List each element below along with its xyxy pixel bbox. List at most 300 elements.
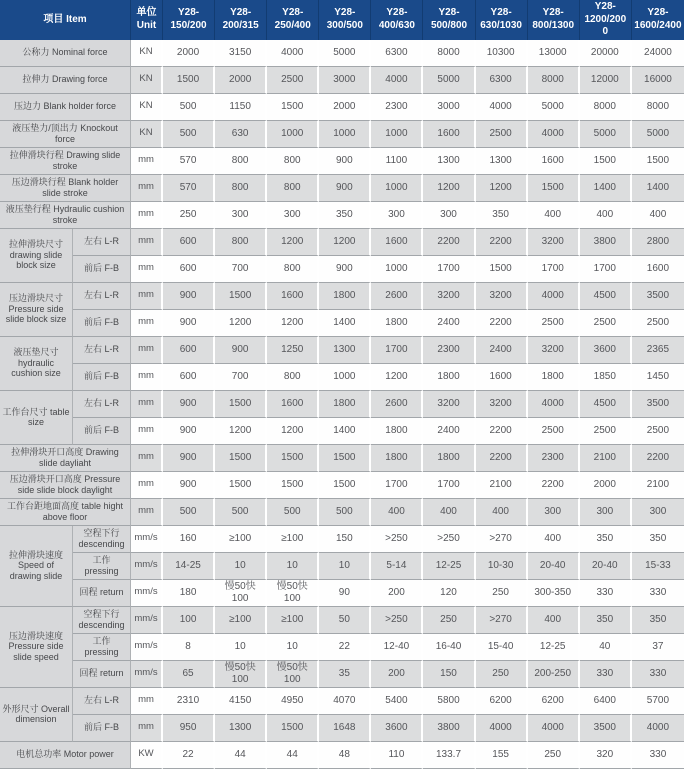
value-cell: 1800 — [528, 364, 580, 391]
value-cell: 1400 — [580, 175, 632, 202]
value-cell: ≥100 — [267, 607, 319, 634]
model-size: 150/200 — [170, 19, 207, 31]
value-cell: 15-33 — [632, 553, 684, 580]
unit-cell: mm — [131, 256, 163, 283]
value-cell: 600 — [163, 229, 215, 256]
value-cell: 1000 — [319, 121, 371, 148]
sub-label-cell: 左右 L-R — [73, 688, 131, 715]
table-row — [0, 715, 684, 742]
value-cell: 1500 — [476, 256, 528, 283]
value-cell: 3000 — [423, 94, 475, 121]
value-cell: 3800 — [423, 715, 475, 742]
model-header-cell — [267, 0, 319, 40]
model-header-cell — [476, 0, 528, 40]
value-cell: 1800 — [423, 445, 475, 472]
table-row — [0, 310, 684, 337]
value-cell: 4000 — [267, 40, 319, 67]
value-cell: 600 — [163, 364, 215, 391]
value-cell: 2500 — [528, 418, 580, 445]
row-label-cell: 拉伸力 Drawing force — [0, 67, 131, 94]
value-cell: 200 — [371, 580, 423, 607]
value-cell: 3500 — [632, 283, 684, 310]
value-cell: 10 — [215, 553, 267, 580]
value-cell: 1000 — [267, 121, 319, 148]
value-cell: 3200 — [423, 283, 475, 310]
value-cell: 3500 — [632, 391, 684, 418]
value-cell: 2600 — [371, 391, 423, 418]
value-cell: 800 — [267, 364, 319, 391]
sub-label-cell: 左右 L-R — [73, 337, 131, 364]
value-cell: 2200 — [632, 445, 684, 472]
value-cell: 1700 — [528, 256, 580, 283]
value-cell: 700 — [215, 256, 267, 283]
value-cell: 900 — [163, 283, 215, 310]
value-cell: 10300 — [476, 40, 528, 67]
value-cell: 1500 — [319, 445, 371, 472]
model-size: 800/1300 — [532, 19, 575, 31]
sub-label-cell: 左右 L-R — [73, 391, 131, 418]
value-cell: 350 — [580, 607, 632, 634]
model-header-cell — [632, 0, 684, 40]
unit-cell: mm/s — [131, 607, 163, 634]
value-cell: 1600 — [528, 148, 580, 175]
value-cell: 200 — [371, 661, 423, 688]
value-cell: 400 — [632, 202, 684, 229]
table-header — [0, 0, 684, 40]
value-cell: 6300 — [371, 40, 423, 67]
unit-cell: mm — [131, 337, 163, 364]
row-label-cell: 压边滑块行程 Blank holder slide stroke — [0, 175, 131, 202]
unit-cell: mm — [131, 148, 163, 175]
value-cell: 2400 — [476, 337, 528, 364]
value-cell: 4000 — [528, 715, 580, 742]
value-cell: 慢50快100 — [215, 580, 267, 607]
row-label-cell: 液压垫力/顶出力 Knockout force — [0, 121, 131, 148]
value-cell: 350 — [476, 202, 528, 229]
table-row — [0, 634, 684, 661]
group-label-cell: 拉伸滑块尺寸 drawing slide block size — [0, 229, 73, 283]
table-row — [0, 661, 684, 688]
value-cell: 1000 — [371, 256, 423, 283]
model-size: 300/500 — [326, 19, 363, 31]
value-cell: 1200 — [267, 229, 319, 256]
model-series: Y28- — [334, 7, 356, 19]
value-cell: 700 — [215, 364, 267, 391]
value-cell: >250 — [423, 526, 475, 553]
value-cell: 5-14 — [371, 553, 423, 580]
value-cell: 400 — [371, 499, 423, 526]
value-cell: 13000 — [528, 40, 580, 67]
value-cell: ≥100 — [215, 526, 267, 553]
value-cell: 5400 — [371, 688, 423, 715]
unit-cell: KN — [131, 40, 163, 67]
value-cell: 3200 — [528, 229, 580, 256]
model-header-cell — [319, 0, 371, 40]
value-cell: 2200 — [476, 310, 528, 337]
model-size: 500/800 — [430, 19, 468, 31]
value-cell: 1500 — [580, 148, 632, 175]
value-cell: 1200 — [476, 175, 528, 202]
value-cell: 1000 — [319, 364, 371, 391]
group-label-cell: 液压垫尺寸 hydraulic cushion size — [0, 337, 73, 391]
value-cell: 250 — [476, 580, 528, 607]
value-cell: 2200 — [476, 418, 528, 445]
model-size: 250/400 — [274, 19, 311, 31]
sub-label-cell: 前后 F-B — [73, 364, 131, 391]
value-cell: 3500 — [580, 715, 632, 742]
value-cell: 3150 — [215, 40, 267, 67]
value-cell: 1200 — [371, 364, 423, 391]
sub-label-cell: 回程 return — [73, 661, 131, 688]
value-cell: 1648 — [319, 715, 371, 742]
value-cell: 400 — [423, 499, 475, 526]
value-cell: 1300 — [476, 148, 528, 175]
value-cell: 1300 — [423, 148, 475, 175]
value-cell: 1700 — [371, 337, 423, 364]
value-cell: 1000 — [371, 175, 423, 202]
value-cell: 1500 — [267, 715, 319, 742]
value-cell: 300 — [632, 499, 684, 526]
table-row — [0, 580, 684, 607]
unit-cell: mm — [131, 202, 163, 229]
value-cell: 2200 — [528, 472, 580, 499]
value-cell: 2000 — [580, 472, 632, 499]
value-cell: 100 — [163, 607, 215, 634]
row-label-cell: 压边滑块开口高度 Pressure side slide block daylight — [0, 472, 131, 499]
table-row — [0, 499, 684, 526]
model-series: Y28- — [542, 7, 564, 19]
group-label-cell: 压边滑块尺寸 Pressure side slide block size — [0, 283, 73, 337]
value-cell: 8000 — [632, 94, 684, 121]
value-cell: 1800 — [371, 418, 423, 445]
value-cell: 3600 — [580, 337, 632, 364]
value-cell: 350 — [319, 202, 371, 229]
value-cell: 2500 — [267, 67, 319, 94]
value-cell: 1200 — [267, 310, 319, 337]
model-header-cell — [163, 0, 215, 40]
sub-label-cell: 左右 L-R — [73, 229, 131, 256]
table-body — [0, 40, 684, 769]
value-cell: 1500 — [632, 148, 684, 175]
value-cell: 1850 — [580, 364, 632, 391]
value-cell: 1700 — [423, 256, 475, 283]
value-cell: 5000 — [632, 121, 684, 148]
value-cell: 800 — [215, 229, 267, 256]
unit-cell: KN — [131, 94, 163, 121]
table-row — [0, 553, 684, 580]
value-cell: 1800 — [319, 391, 371, 418]
value-cell: 10 — [319, 553, 371, 580]
value-cell: 3800 — [580, 229, 632, 256]
value-cell: 15-40 — [476, 634, 528, 661]
value-cell: 2400 — [423, 310, 475, 337]
model-header-cell — [371, 0, 423, 40]
value-cell: 35 — [319, 661, 371, 688]
value-cell: 44 — [267, 742, 319, 769]
row-label-cell: 液压垫行程 Hydraulic cushion stroke — [0, 202, 131, 229]
model-header-cell — [215, 0, 267, 40]
value-cell: 10 — [215, 634, 267, 661]
value-cell: 14-25 — [163, 553, 215, 580]
value-cell: 300 — [423, 202, 475, 229]
value-cell: 2800 — [632, 229, 684, 256]
unit-cell: mm — [131, 283, 163, 310]
value-cell: 37 — [632, 634, 684, 661]
value-cell: 8 — [163, 634, 215, 661]
value-cell: 1500 — [528, 175, 580, 202]
value-cell: 500 — [163, 499, 215, 526]
sub-label-cell: 工作 pressing — [73, 553, 131, 580]
value-cell: 22 — [319, 634, 371, 661]
unit-cell: mm — [131, 445, 163, 472]
unit-cell: mm — [131, 310, 163, 337]
unit-cell: mm — [131, 364, 163, 391]
value-cell: 500 — [319, 499, 371, 526]
model-size: 1200/2000 — [584, 13, 627, 37]
value-cell: 110 — [371, 742, 423, 769]
value-cell: 1700 — [423, 472, 475, 499]
value-cell: 330 — [580, 580, 632, 607]
value-cell: 40 — [580, 634, 632, 661]
value-cell: 500 — [163, 121, 215, 148]
value-cell: 300 — [267, 202, 319, 229]
value-cell: 150 — [319, 526, 371, 553]
table-row — [0, 175, 684, 202]
unit-cell: mm/s — [131, 580, 163, 607]
sub-label-cell: 回程 return — [73, 580, 131, 607]
value-cell: 1600 — [423, 121, 475, 148]
value-cell: 48 — [319, 742, 371, 769]
value-cell: 800 — [267, 148, 319, 175]
model-series: Y28- — [594, 1, 616, 12]
value-cell: 2400 — [423, 418, 475, 445]
value-cell: 570 — [163, 148, 215, 175]
unit-cell: mm/s — [131, 661, 163, 688]
value-cell: 950 — [163, 715, 215, 742]
value-cell: 630 — [215, 121, 267, 148]
unit-cell: mm — [131, 418, 163, 445]
table-row — [0, 202, 684, 229]
value-cell: 8000 — [580, 94, 632, 121]
value-cell: 1700 — [371, 472, 423, 499]
model-header-cell — [580, 0, 632, 40]
value-cell: 4000 — [371, 67, 423, 94]
value-cell: 50 — [319, 607, 371, 634]
value-cell: 500 — [215, 499, 267, 526]
value-cell: 2000 — [215, 67, 267, 94]
value-cell: 20-40 — [580, 553, 632, 580]
value-cell: 5000 — [319, 40, 371, 67]
value-cell: 400 — [528, 607, 580, 634]
value-cell: 1200 — [267, 418, 319, 445]
value-cell: 1400 — [319, 310, 371, 337]
value-cell: 24000 — [632, 40, 684, 67]
value-cell: 4000 — [528, 391, 580, 418]
value-cell: >250 — [371, 607, 423, 634]
value-cell: 350 — [632, 526, 684, 553]
sub-label-cell: 前后 F-B — [73, 418, 131, 445]
value-cell: 10 — [267, 553, 319, 580]
value-cell: 12-25 — [423, 553, 475, 580]
table-row — [0, 148, 684, 175]
value-cell: 120 — [423, 580, 475, 607]
model-header-cell — [528, 0, 580, 40]
value-cell: 1600 — [371, 229, 423, 256]
table-row — [0, 121, 684, 148]
value-cell: 4000 — [476, 715, 528, 742]
value-cell: 2200 — [423, 229, 475, 256]
value-cell: 4070 — [319, 688, 371, 715]
value-cell: 2100 — [476, 472, 528, 499]
value-cell: 1500 — [267, 94, 319, 121]
row-label-cell: 工作台距地面高度 table hight above floor — [0, 499, 131, 526]
value-cell: 5000 — [423, 67, 475, 94]
row-label-cell: 电机总功率 Motor power — [0, 742, 131, 769]
table-row — [0, 337, 684, 364]
value-cell: 2500 — [528, 310, 580, 337]
value-cell: 300 — [580, 499, 632, 526]
value-cell: 800 — [267, 256, 319, 283]
model-size: 630/1030 — [480, 19, 522, 31]
value-cell: 600 — [163, 337, 215, 364]
unit-cell: KW — [131, 742, 163, 769]
value-cell: 1600 — [267, 391, 319, 418]
value-cell: 1500 — [215, 283, 267, 310]
value-cell: 160 — [163, 526, 215, 553]
value-cell: 5800 — [423, 688, 475, 715]
value-cell: 3200 — [528, 337, 580, 364]
unit-cell: mm/s — [131, 634, 163, 661]
value-cell: 4950 — [267, 688, 319, 715]
model-size: 1600/2400 — [634, 19, 682, 31]
table-row — [0, 391, 684, 418]
value-cell: 900 — [319, 148, 371, 175]
model-series: Y28- — [490, 7, 512, 19]
unit-cell: mm — [131, 715, 163, 742]
model-size: 400/630 — [378, 19, 415, 31]
value-cell: 1500 — [215, 391, 267, 418]
value-cell: 900 — [215, 337, 267, 364]
value-cell: 2500 — [476, 121, 528, 148]
value-cell: 4500 — [580, 283, 632, 310]
value-cell: 1300 — [215, 715, 267, 742]
row-label-cell: 拉伸滑块行程 Drawing slide stroke — [0, 148, 131, 175]
value-cell: 1200 — [319, 229, 371, 256]
value-cell: 10-30 — [476, 553, 528, 580]
value-cell: 1500 — [215, 472, 267, 499]
value-cell: 1100 — [371, 148, 423, 175]
value-cell: 3000 — [319, 67, 371, 94]
value-cell: ≥100 — [267, 526, 319, 553]
value-cell: 1400 — [632, 175, 684, 202]
value-cell: 3200 — [476, 283, 528, 310]
value-cell: 16-40 — [423, 634, 475, 661]
sub-label-cell: 前后 F-B — [73, 715, 131, 742]
value-cell: 慢50快100 — [215, 661, 267, 688]
sub-label-cell: 前后 F-B — [73, 256, 131, 283]
table-row — [0, 445, 684, 472]
value-cell: 400 — [528, 526, 580, 553]
value-cell: 2500 — [632, 418, 684, 445]
value-cell: 慢50快100 — [267, 580, 319, 607]
value-cell: 2500 — [580, 418, 632, 445]
value-cell: 65 — [163, 661, 215, 688]
group-label-cell: 外形尺寸 Overall dimension — [0, 688, 73, 742]
table-row — [0, 607, 684, 634]
value-cell: 慢50快100 — [267, 661, 319, 688]
sub-label-cell: 空程下行 descending — [73, 526, 131, 553]
value-cell: 2100 — [632, 472, 684, 499]
value-cell: 900 — [319, 256, 371, 283]
value-cell: 1800 — [319, 283, 371, 310]
value-cell: 1250 — [267, 337, 319, 364]
value-cell: 1800 — [371, 310, 423, 337]
table-row — [0, 418, 684, 445]
value-cell: 6400 — [580, 688, 632, 715]
value-cell: 4000 — [528, 283, 580, 310]
model-series: Y28- — [177, 7, 200, 19]
value-cell: 12-40 — [371, 634, 423, 661]
value-cell: 300 — [371, 202, 423, 229]
value-cell: 4000 — [528, 121, 580, 148]
value-cell: 6300 — [476, 67, 528, 94]
value-cell: 1800 — [371, 445, 423, 472]
value-cell: 1700 — [580, 256, 632, 283]
value-cell: 250 — [528, 742, 580, 769]
unit-cell: mm — [131, 391, 163, 418]
value-cell: 1000 — [371, 121, 423, 148]
unit-cell: KN — [131, 67, 163, 94]
value-cell: 400 — [528, 202, 580, 229]
value-cell: 2000 — [319, 94, 371, 121]
value-cell: 2200 — [476, 445, 528, 472]
value-cell: 570 — [163, 175, 215, 202]
value-cell: 2000 — [163, 40, 215, 67]
value-cell: >270 — [476, 607, 528, 634]
value-cell: 5000 — [580, 121, 632, 148]
value-cell: 16000 — [632, 67, 684, 94]
value-cell: 2365 — [632, 337, 684, 364]
value-cell: 2310 — [163, 688, 215, 715]
value-cell: 400 — [580, 202, 632, 229]
value-cell: 250 — [423, 607, 475, 634]
value-cell: 1500 — [267, 472, 319, 499]
unit-cell: mm/s — [131, 553, 163, 580]
value-cell: 600 — [163, 256, 215, 283]
value-cell: 2600 — [371, 283, 423, 310]
table-row — [0, 94, 684, 121]
value-cell: 900 — [163, 391, 215, 418]
value-cell: 800 — [267, 175, 319, 202]
model-series: Y28- — [647, 7, 669, 19]
unit-header-cell: 单位 Unit — [131, 0, 163, 40]
row-label-cell: 公称力 Nominal force — [0, 40, 131, 67]
value-cell: 5000 — [528, 94, 580, 121]
value-cell: 300-350 — [528, 580, 580, 607]
table-row — [0, 526, 684, 553]
value-cell: 1500 — [215, 445, 267, 472]
table-row — [0, 229, 684, 256]
value-cell: 330 — [632, 661, 684, 688]
model-header-cell — [423, 0, 475, 40]
value-cell: 250 — [163, 202, 215, 229]
value-cell: 4000 — [632, 715, 684, 742]
value-cell: 200-250 — [528, 661, 580, 688]
value-cell: 300 — [215, 202, 267, 229]
value-cell: 1600 — [476, 364, 528, 391]
value-cell: 1500 — [163, 67, 215, 94]
sub-label-cell: 空程下行 descending — [73, 607, 131, 634]
